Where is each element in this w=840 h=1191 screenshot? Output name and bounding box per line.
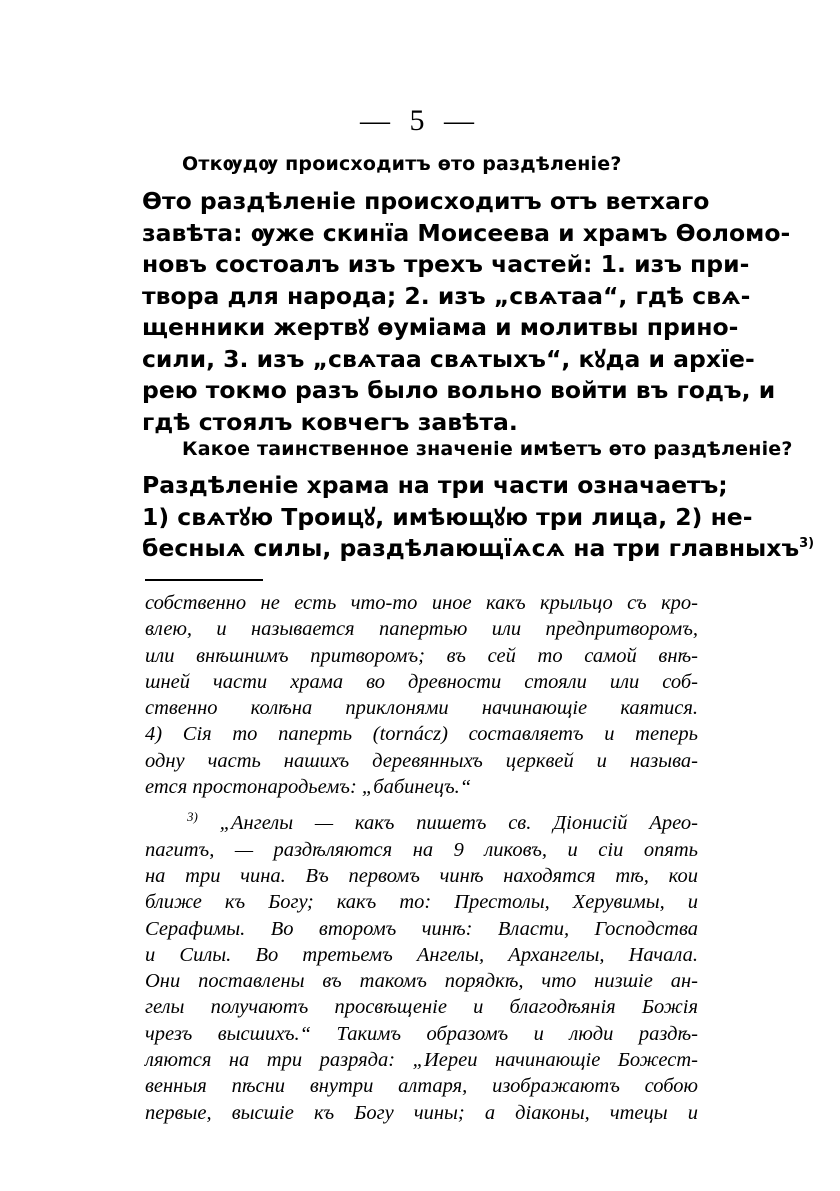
- footnote-line: на три чина. Въ первомъ чинѣ находятся тѣ, кои: [145, 864, 698, 887]
- footnote-line: ляются на три разряда: „Иереи начинающіе Божест-: [145, 1049, 698, 1072]
- answer-line: Раздѣленіе храма на три части означаетъ;: [142, 471, 728, 499]
- answer-line: Ѳто раздѣленіе происходитъ отъ ветхаго: [142, 187, 710, 215]
- footnote-marker: 3): [187, 809, 198, 825]
- section-answer-2: [142, 470, 815, 565]
- answer-line: 1) свѧтꙋю Троицꙋ, имѣющꙋю три лица, 2) не-: [142, 502, 753, 531]
- footnote-line: ственно колѣна приклонями начинающіе каятися.: [145, 697, 698, 720]
- footnote-continuation: [145, 590, 698, 800]
- footnote-divider: [145, 579, 263, 581]
- answer-line-text: бесныѧ силы, раздѣлающїѧсѧ на три главныхъ: [142, 534, 800, 562]
- footnote-3: [145, 810, 698, 1126]
- footnote-line: [145, 810, 698, 836]
- footnote-line: гелы получаютъ просвѣщеніе и благодѣянія Божія: [145, 996, 698, 1019]
- footnote-line: венныя пѣсни внутри алтаря, изображаютъ собою: [145, 1075, 698, 1098]
- footnote-line: ближе къ Богу; какъ то: Престолы, Херувимы, и: [145, 891, 698, 914]
- footnote-line: влею, и называется папертью или предпритворомъ,: [145, 618, 698, 641]
- footnote-line: или внѣшнимъ притворомъ; въ сей то самой внѣ-: [145, 644, 698, 667]
- footnote-line-text: „Ангелы — какъ пишетъ св. Діонисій Арео-: [219, 812, 698, 835]
- page-number: — 5 —: [360, 104, 480, 137]
- footnote-line: пагитъ, — раздѣляются на 9 ликовъ, и сіи опять: [145, 838, 698, 861]
- section-question-1: Откѹдѹ происходитъ ѳто раздѣленіе?: [182, 153, 622, 175]
- answer-line: щенники жертвꙋ ѳуміама и молитвы прино-: [142, 313, 739, 341]
- footnote-line: собственно не есть что-то иное какъ крыльцо съ кро-: [145, 592, 698, 614]
- footnote-line: и Силы. Во третьемъ Ангелы, Архангелы, Начала.: [145, 943, 698, 966]
- footnote-line: чрезъ высшихъ.“ Такимъ образомъ и люди раздѣ-: [145, 1022, 698, 1045]
- answer-line: завѣта: ѹже скинїа Моисеева и храмъ Ѳоломо-: [142, 218, 791, 247]
- footnote-line: шней части храма во древности стояли или соб-: [145, 670, 698, 693]
- footnote-line: 4) Сія то паперть (tornácz) составляетъ и теперь: [145, 723, 698, 746]
- footnote-reference: 3): [799, 536, 815, 552]
- section-answer-1: [142, 186, 791, 438]
- footnotes: [145, 590, 698, 1126]
- footnote-spacer: [145, 800, 698, 810]
- footnote-line: одну часть нашихъ деревянныхъ церквей и называ-: [145, 749, 698, 772]
- footnote-line: Серафимы. Во второмъ чинѣ: Власти, Господства: [145, 917, 698, 940]
- answer-line: гдѣ стоялъ ковчегъ завѣта.: [142, 407, 518, 436]
- answer-line: новъ состоалъ изъ трехъ частей: 1. изъ при-: [142, 250, 750, 278]
- footnote-line: ется простонародьемъ: „бабинецъ.“: [145, 776, 472, 799]
- answer-line: [142, 533, 815, 565]
- section-question-2: Какое таинственное значеніе имѣетъ ѳто раздѣленіе?: [182, 438, 793, 460]
- footnote-line: первые, высшіе къ Богу чины; а діаконы, чтецы и: [145, 1101, 698, 1124]
- answer-line: рею токмо разъ было вольно войти въ годъ, и: [142, 376, 776, 404]
- answer-line: твора для народа; 2. изъ „свѧтаа“, гдѣ свѧ-: [142, 281, 751, 310]
- answer-line: сили, 3. изъ „свѧтаа свѧтыхъ“, кꙋда и архїе-: [142, 344, 755, 373]
- footnote-line: Они поставлены въ такомъ порядкѣ, что низшіе ан-: [145, 970, 698, 993]
